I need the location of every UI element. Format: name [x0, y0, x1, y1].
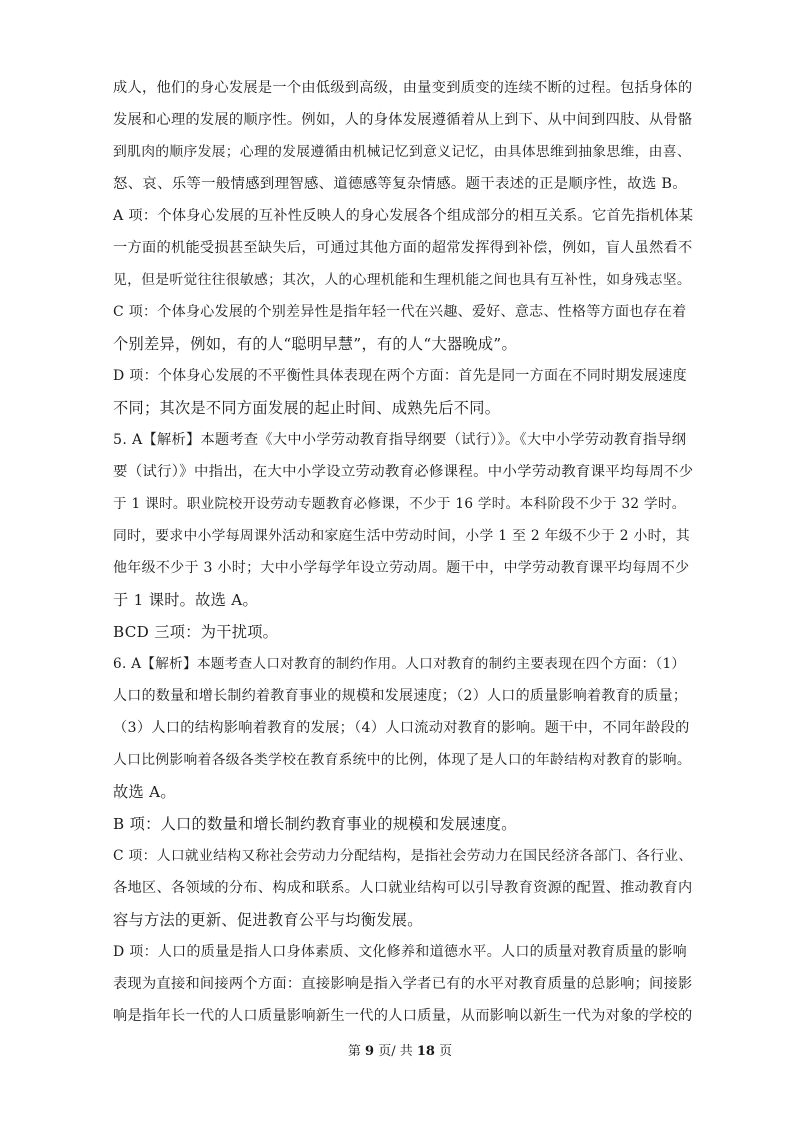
text-line: 容与方法的更新、促进教育公平与均衡发展。: [113, 911, 423, 929]
text-line: 于 1 课时。职业院校开设劳动专题教育必修课，不少于 16 学时。本科阶段不少于 32 学时。: [113, 496, 686, 512]
text-line: 个别差异，例如，有的人“聪明早慧”，有的人“大器晚成”。: [113, 335, 517, 353]
text-line: 成人，他们的身心发展是一个由低级到高级，由量变到质变的连续不断的过程。包括身体的: [113, 80, 693, 96]
total-page-count: 18: [416, 1044, 435, 1059]
text-line: BCD 三项：为干扰项。: [113, 623, 279, 641]
text-line: 于 1 课时。故选 A。: [113, 591, 259, 609]
text-line: D 项：个体身心发展的不平衡性具体表现在两个方面：首先是同一方面在不同时期发展速度: [113, 368, 687, 384]
footer-suffix: 页: [439, 1044, 453, 1059]
text-line: 他年级不少于 3 小时；大中小学每学年设立劳动周。题干中，中学劳动教育课平均每周不少: [113, 560, 690, 576]
footer-prefix: 第: [347, 1044, 361, 1059]
text-line: B 项：人口的数量和增长制约教育事业的规模和发展速度。: [113, 815, 517, 833]
text-line: （3）人口的结构影响着教育的发展；（4）人口流动对教育的影响。题干中，不同年龄段的: [113, 720, 690, 736]
current-page-number: 9: [365, 1044, 375, 1059]
text-line: 同时，要求中小学每周课外活动和家庭生活中劳动时间，小学 1 至 2 年级不少于 2 小时，其: [113, 528, 690, 544]
text-line: A 项：个体身心发展的互补性反映人的身心发展各个组成部分的相互关系。它首先指机体某: [113, 208, 694, 224]
text-line: 不同；其次是不同方面发展的起止时间、成熟先后不同。: [113, 399, 501, 417]
text-line: 人口的数量和增长制约着教育事业的规模和发展速度；（2）人口的质量影响着教育的质量；: [113, 688, 688, 704]
text-line: 响是指年长一代的人口质量影响新生一代的人口质量，从而影响以新生一代为对象的学校的: [113, 1008, 693, 1024]
text-line: 6. A【解析】本题考查人口对教育的制约作用。人口对教育的制约主要表现在四个方面：（1）: [113, 656, 686, 672]
text-line: C 项：人口就业结构又称社会劳动力分配结构，是指社会劳动力在国民经济各部门、各行业、: [113, 848, 693, 864]
text-line: 人口比例影响着各级各类学校在教育系统中的比例，体现了是人口的年龄结构对教育的影响。: [113, 752, 691, 768]
text-line: 各地区、各领域的分布、构成和联系。人口就业结构可以引导教育资源的配置、推动教育内: [113, 880, 693, 896]
text-line: 5. A【解析】本题考查《大中小学劳动教育指导纲要（试行）》。《大中小学劳动教育指导纲: [113, 432, 687, 448]
text-line: 一方面的机能受损甚至缺失后，可通过其他方面的超常发挥得到补偿，例如，盲人虽然看不: [113, 240, 693, 256]
text-line: D 项：人口的质量是指人口身体素质、文化修养和道德水平。人口的质量对教育质量的影响: [113, 944, 687, 960]
text-line: 表现为直接和间接两个方面：直接影响是指入学者已有的水平对教育质量的总影响；间接影: [113, 976, 693, 992]
text-line: C 项：个体身心发展的个别差异性是指年轻一代在兴趣、爱好、意志、性格等方面也存在着: [113, 304, 687, 320]
text-line: 见，但是听觉往往很敏感；其次，人的心理机能和生理机能之间也具有互补性，如身残志坚。: [113, 272, 691, 288]
footer-middle: 页/ 共: [378, 1044, 413, 1059]
text-line: 怒、哀、乐等一般情感到理智感、道德感等复杂情感。题干表述的正是顺序性，故选 B。: [113, 176, 687, 192]
page-footer: [0, 1043, 800, 1061]
text-line: 到肌肉的顺序发展；心理的发展遵循由机械记忆到意义记忆，由具体思维到抽象思维，由喜、: [113, 144, 691, 160]
text-line: 发展和心理的发展的顺序性。例如，人的身体发展遵循着从上到下、从中间到四肢、从骨骼: [113, 112, 693, 128]
text-line: 故选 A。: [113, 783, 176, 801]
text-line: 要（试行）》中指出，在大中小学设立劳动教育必修课程。中小学劳动教育课平均每周不少: [113, 464, 694, 480]
